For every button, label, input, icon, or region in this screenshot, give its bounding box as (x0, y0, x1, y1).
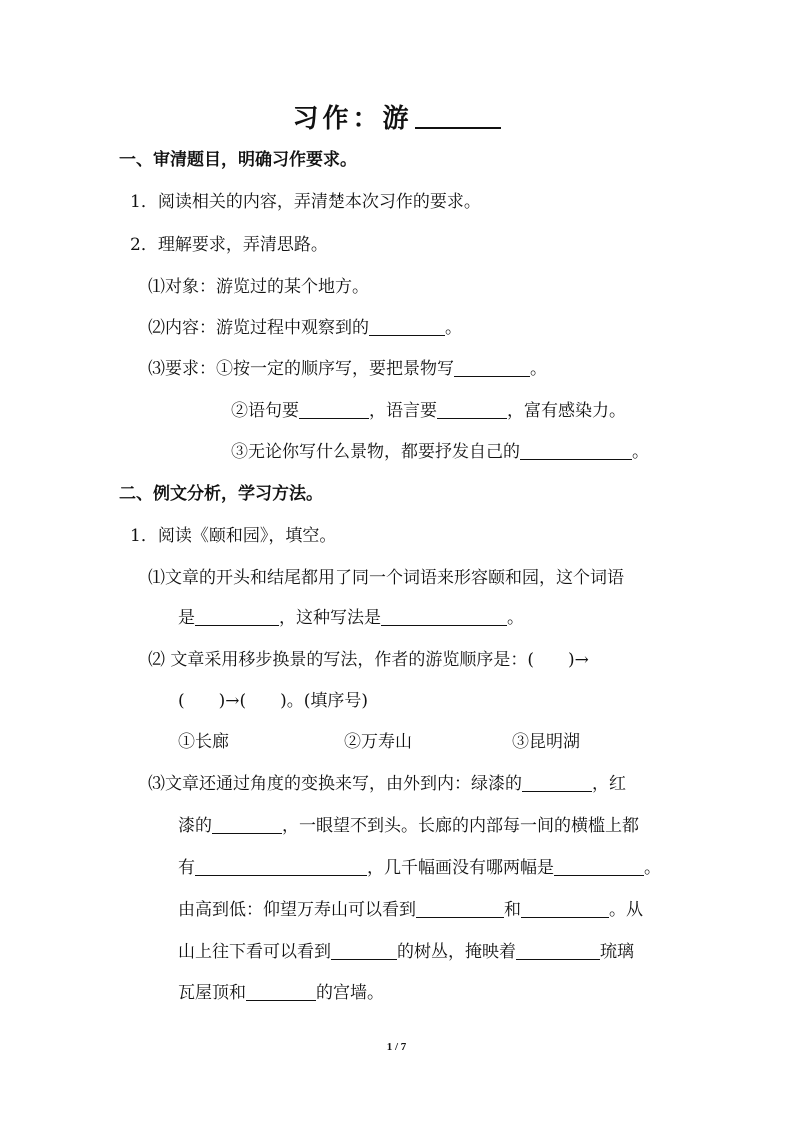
page-number: 1 / 7 (386, 1041, 407, 1053)
blank[interactable] (246, 982, 316, 1001)
blank[interactable] (416, 899, 504, 918)
blank[interactable] (195, 857, 367, 876)
s2-item-1: 1．阅读《颐和园》，填空。 (130, 526, 337, 546)
s2-q3-line-2: 漆的 ，一眼望不到头。长廊的内部每一间的横槛上都 (178, 816, 639, 836)
s1-sub-3: ⑶要求：①按一定的顺序写，要把景物写 。 (148, 359, 547, 379)
option-3: ③昆明湖 (512, 732, 580, 752)
s1-item-1: 1．阅读相关的内容，弄清楚本次习作的要求。 (130, 192, 481, 212)
s1-req-2: ②语句要 ，语言要 ，富有感染力。 (231, 401, 626, 421)
option-1: ①长廊 (178, 732, 229, 752)
blank[interactable] (520, 441, 632, 460)
s2-q2-line-2: ( )→( )。(填序号) (178, 691, 369, 711)
s1-sub-1: ⑴对象：游览过的某个地方。 (148, 277, 369, 297)
blank[interactable] (212, 815, 282, 834)
blank[interactable] (521, 899, 609, 918)
section-1-heading: 一、审清题目，明确习作要求。 (119, 150, 357, 170)
title-text: 习作：游 (292, 104, 413, 134)
blank[interactable] (437, 400, 507, 419)
section-2-heading: 二、例文分析，学习方法。 (119, 484, 323, 504)
blank[interactable] (522, 773, 592, 792)
blank[interactable] (454, 358, 530, 377)
blank[interactable] (381, 607, 507, 626)
s2-q2-line-1: ⑵ 文章采用移步换景的写法，作者的游览顺序是：( )→ (148, 650, 589, 670)
blank[interactable] (195, 607, 279, 626)
s1-item-2: 2．理解要求，弄清思路。 (130, 235, 328, 255)
blank[interactable] (299, 400, 369, 419)
s2-q1-line-1: ⑴文章的开头和结尾都用了同一个词语来形容颐和园，这个词语 (148, 568, 624, 588)
s2-q3-line-4: 由高到低：仰望万寿山可以看到 和 。从 (178, 900, 643, 920)
blank[interactable] (331, 941, 397, 960)
option-2: ②万寿山 (344, 732, 412, 752)
blank[interactable] (516, 941, 600, 960)
s2-q1-line-2: 是 ，这种写法是 。 (178, 608, 524, 628)
s2-q3-line-6: 瓦屋顶和 的宫墙。 (178, 983, 384, 1003)
blank[interactable] (369, 317, 445, 336)
page-title (0, 98, 793, 135)
blank[interactable] (554, 857, 644, 876)
s1-sub-2: ⑵内容：游览过程中观察到的 。 (148, 318, 462, 338)
s2-q3-line-1: ⑶文章还通过角度的变换来写，由外到内：绿漆的 ，红 (148, 774, 626, 794)
title-blank (415, 103, 501, 129)
s2-q3-line-5: 山上往下看可以看到 的树丛，掩映着 琉璃 (178, 942, 634, 962)
s1-req-3: ③无论你写什么景物，都要抒发自己的 。 (231, 442, 649, 462)
s2-q3-line-3: 有 ，几千幅画没有哪两幅是 。 (178, 858, 661, 878)
